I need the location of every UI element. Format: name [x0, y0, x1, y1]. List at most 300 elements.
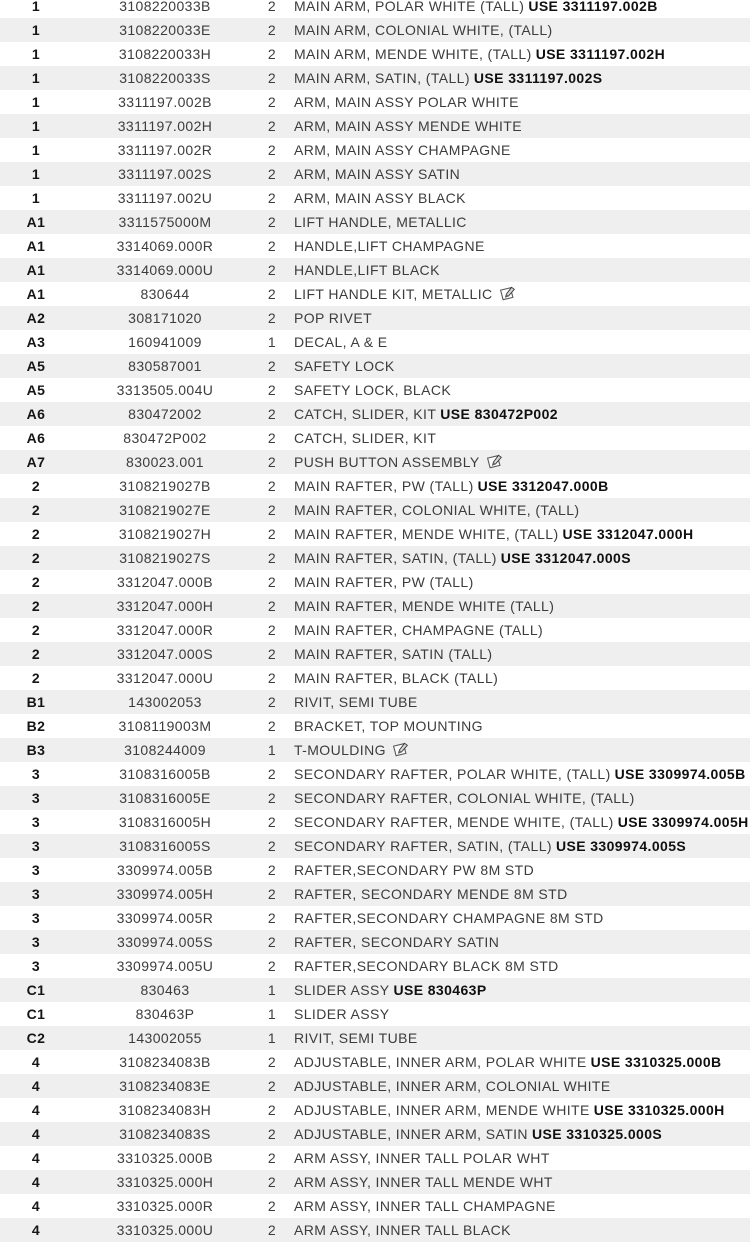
table-row	[0, 1050, 750, 1074]
item-ref-cell: 1	[31, 118, 41, 134]
description-cell	[286, 742, 750, 758]
description-text: DECAL, A & E	[294, 334, 388, 350]
part-number-cell: 143002055	[128, 1030, 202, 1046]
description-cell	[286, 118, 750, 134]
description-cell	[286, 1126, 750, 1142]
qty-cell: 2	[267, 1174, 277, 1190]
description-cell	[286, 958, 750, 974]
item-ref-cell: C1	[26, 1006, 46, 1022]
use-part-text: USE 3311197.002H	[535, 46, 666, 62]
item-ref-cell: 2	[31, 574, 41, 590]
part-number-cell: 160941009	[128, 334, 202, 350]
table-row	[0, 426, 750, 450]
table-row	[0, 282, 750, 306]
description-text: ARM, MAIN ASSY MENDE WHITE	[294, 118, 522, 134]
description-cell	[286, 166, 750, 182]
note-edit-icon[interactable]	[486, 454, 503, 470]
description-text: ARM, MAIN ASSY POLAR WHITE	[294, 94, 519, 110]
table-row	[0, 18, 750, 42]
part-number-cell: 3108220033H	[118, 46, 212, 62]
table-row	[0, 594, 750, 618]
use-part-text: USE 3310325.000H	[593, 1102, 725, 1118]
qty-cell: 2	[267, 1126, 277, 1142]
qty-cell: 2	[267, 94, 277, 110]
qty-cell: 2	[267, 694, 277, 710]
part-number-cell: 3108316005B	[119, 766, 211, 782]
description-cell	[286, 1102, 750, 1118]
description-text: HANDLE,LIFT CHAMPAGNE	[294, 238, 485, 254]
item-ref-cell: C2	[26, 1030, 46, 1046]
part-number-cell: 3311575000M	[118, 214, 212, 230]
use-part-text: USE 3312047.000S	[500, 550, 631, 566]
item-ref-cell: 4	[31, 1174, 41, 1190]
description-cell	[286, 646, 750, 662]
item-ref-cell: 3	[31, 958, 41, 974]
table-row	[0, 618, 750, 642]
part-number-cell: 3108219027E	[119, 502, 211, 518]
note-edit-icon[interactable]	[499, 286, 516, 302]
table-row	[0, 1170, 750, 1194]
description-cell	[286, 718, 750, 734]
description-text: MAIN ARM, SATIN, (TALL)	[294, 70, 470, 86]
qty-cell: 2	[267, 1102, 277, 1118]
part-number-cell: 3108219027H	[118, 526, 212, 542]
item-ref-cell: 2	[31, 670, 41, 686]
qty-cell: 2	[267, 0, 277, 14]
table-row	[0, 114, 750, 138]
description-cell	[286, 1198, 750, 1214]
description-text: ADJUSTABLE, INNER ARM, POLAR WHITE	[294, 1054, 587, 1070]
use-part-text: USE 3311197.002B	[528, 0, 658, 14]
description-cell	[286, 46, 750, 62]
use-part-text: USE 3310325.000B	[590, 1054, 722, 1070]
table-row	[0, 474, 750, 498]
table-row	[0, 0, 750, 18]
table-row	[0, 450, 750, 474]
item-ref-cell: B1	[26, 694, 46, 710]
description-text: MAIN RAFTER, SATIN (TALL)	[294, 646, 493, 662]
qty-cell: 2	[267, 574, 277, 590]
description-cell	[286, 1030, 750, 1046]
description-cell	[286, 550, 750, 566]
qty-cell: 1	[267, 742, 277, 758]
description-cell	[286, 526, 750, 542]
qty-cell: 2	[267, 22, 277, 38]
description-text: T-MOULDING	[294, 742, 386, 758]
description-text: MAIN RAFTER, MENDE WHITE (TALL)	[294, 598, 555, 614]
table-row	[0, 402, 750, 426]
part-number-cell: 3312047.000U	[116, 670, 214, 686]
qty-cell: 1	[267, 1006, 277, 1022]
description-text: LIFT HANDLE, METALLIC	[294, 214, 467, 230]
table-row	[0, 1002, 750, 1026]
table-row	[0, 66, 750, 90]
part-number-cell: 3108244009	[124, 742, 206, 758]
description-text: ARM ASSY, INNER TALL BLACK	[294, 1222, 511, 1238]
item-ref-cell: A1	[26, 262, 46, 278]
part-number-cell: 3309974.005R	[116, 910, 214, 926]
part-number-cell: 3314069.000U	[116, 262, 214, 278]
qty-cell: 2	[267, 430, 277, 446]
description-cell	[286, 982, 750, 998]
qty-cell: 2	[267, 478, 277, 494]
part-number-cell: 3309974.005U	[116, 958, 214, 974]
use-part-text: USE 3309974.005S	[555, 838, 687, 854]
item-ref-cell: 2	[31, 622, 41, 638]
qty-cell: 2	[267, 934, 277, 950]
item-ref-cell: A1	[26, 214, 46, 230]
item-ref-cell: 3	[31, 838, 41, 854]
part-number-cell: 3108316005S	[119, 838, 211, 854]
item-ref-cell: A6	[26, 406, 46, 422]
description-text: MAIN RAFTER, BLACK (TALL)	[294, 670, 499, 686]
description-text: ARM, MAIN ASSY CHAMPAGNE	[294, 142, 511, 158]
description-cell	[286, 622, 750, 638]
qty-cell: 2	[267, 142, 277, 158]
qty-cell: 2	[267, 718, 277, 734]
part-number-cell: 3312047.000H	[116, 598, 214, 614]
table-row	[0, 210, 750, 234]
description-text: MAIN RAFTER, SATIN, (TALL)	[294, 550, 497, 566]
table-row	[0, 1194, 750, 1218]
part-number-cell: 3311197.002H	[117, 118, 213, 134]
table-row	[0, 882, 750, 906]
table-row	[0, 1122, 750, 1146]
description-text: SECONDARY RAFTER, MENDE WHITE, (TALL)	[294, 814, 614, 830]
table-row	[0, 738, 750, 762]
qty-cell: 2	[267, 958, 277, 974]
part-number-cell: 143002053	[128, 694, 202, 710]
use-part-text: USE 3310325.000S	[531, 1126, 663, 1142]
table-row	[0, 330, 750, 354]
table-row	[0, 1098, 750, 1122]
description-cell	[286, 94, 750, 110]
description-cell	[286, 430, 750, 446]
description-text: ARM ASSY, INNER TALL MENDE WHT	[294, 1174, 553, 1190]
qty-cell: 2	[267, 382, 277, 398]
qty-cell: 2	[267, 406, 277, 422]
qty-cell: 2	[267, 262, 277, 278]
part-number-cell: 830023.001	[126, 454, 204, 470]
description-text: RAFTER, SECONDARY MENDE 8M STD	[294, 886, 568, 902]
description-cell	[286, 670, 750, 686]
item-ref-cell: 2	[31, 598, 41, 614]
table-row	[0, 906, 750, 930]
part-number-cell: 308171020	[128, 310, 202, 326]
qty-cell: 2	[267, 190, 277, 206]
part-number-cell: 3108119003M	[118, 718, 212, 734]
table-row	[0, 498, 750, 522]
description-text: ARM ASSY, INNER TALL CHAMPAGNE	[294, 1198, 556, 1214]
qty-cell: 2	[267, 46, 277, 62]
item-ref-cell: 2	[31, 526, 41, 542]
description-text: ADJUSTABLE, INNER ARM, COLONIAL WHITE	[294, 1078, 611, 1094]
table-row	[0, 954, 750, 978]
qty-cell: 2	[267, 1054, 277, 1070]
description-cell	[286, 838, 750, 854]
part-number-cell: 3312047.000S	[117, 646, 213, 662]
item-ref-cell: 2	[31, 550, 41, 566]
description-cell	[286, 910, 750, 926]
item-ref-cell: C1	[26, 982, 46, 998]
part-number-cell: 3108316005H	[118, 814, 212, 830]
part-number-cell: 3108316005E	[119, 790, 211, 806]
description-text: CATCH, SLIDER, KIT	[294, 430, 437, 446]
part-number-cell: 3108234083S	[119, 1126, 211, 1142]
table-row	[0, 834, 750, 858]
description-cell	[286, 478, 750, 494]
qty-cell: 2	[267, 670, 277, 686]
qty-cell: 1	[267, 334, 277, 350]
qty-cell: 2	[267, 598, 277, 614]
qty-cell: 2	[267, 838, 277, 854]
qty-cell: 2	[267, 766, 277, 782]
item-ref-cell: 4	[31, 1102, 41, 1118]
table-row	[0, 930, 750, 954]
item-ref-cell: A3	[26, 334, 46, 350]
description-text: MAIN ARM, POLAR WHITE (TALL)	[294, 0, 525, 14]
description-text: ARM, MAIN ASSY BLACK	[294, 190, 466, 206]
part-number-cell: 3309974.005B	[117, 862, 213, 878]
item-ref-cell: 1	[31, 70, 41, 86]
part-number-cell: 830463	[140, 982, 190, 998]
item-ref-cell: A1	[26, 238, 46, 254]
part-number-cell: 3108220033S	[119, 70, 211, 86]
table-row	[0, 42, 750, 66]
part-number-cell: 3310325.000B	[117, 1150, 213, 1166]
qty-cell: 2	[267, 1150, 277, 1166]
table-row	[0, 570, 750, 594]
table-row	[0, 378, 750, 402]
description-cell	[286, 454, 750, 470]
item-ref-cell: 2	[31, 646, 41, 662]
part-number-cell: 3313505.004U	[116, 382, 214, 398]
part-number-cell: 830472002	[128, 406, 202, 422]
qty-cell: 2	[267, 1198, 277, 1214]
description-cell	[286, 814, 750, 830]
item-ref-cell: 3	[31, 886, 41, 902]
part-number-cell: 830463P	[135, 1006, 195, 1022]
description-cell	[286, 1222, 750, 1238]
description-cell	[286, 190, 750, 206]
description-text: HANDLE,LIFT BLACK	[294, 262, 440, 278]
description-text: SECONDARY RAFTER, COLONIAL WHITE, (TALL)	[294, 790, 635, 806]
table-row	[0, 1026, 750, 1050]
description-cell	[286, 382, 750, 398]
part-number-cell: 3108220033E	[119, 22, 211, 38]
table-row	[0, 858, 750, 882]
description-cell	[286, 886, 750, 902]
description-cell	[286, 310, 750, 326]
part-number-cell: 3311197.002S	[118, 166, 212, 182]
qty-cell: 2	[267, 70, 277, 86]
use-part-text: USE 3311197.002S	[473, 70, 603, 86]
use-part-text: USE 830472P002	[440, 406, 558, 422]
table-row	[0, 90, 750, 114]
description-cell	[286, 790, 750, 806]
item-ref-cell: 3	[31, 862, 41, 878]
part-number-cell: 3310325.000R	[116, 1198, 214, 1214]
description-text: SAFETY LOCK	[294, 358, 395, 374]
description-cell	[286, 502, 750, 518]
description-text: MAIN RAFTER, PW (TALL)	[294, 478, 474, 494]
description-cell	[286, 286, 750, 302]
item-ref-cell: 4	[31, 1054, 41, 1070]
part-number-cell: 3312047.000R	[116, 622, 214, 638]
table-row	[0, 186, 750, 210]
item-ref-cell: 1	[31, 166, 41, 182]
note-edit-icon[interactable]	[392, 742, 409, 758]
description-text: PUSH BUTTON ASSEMBLY	[294, 454, 480, 470]
item-ref-cell: 1	[31, 190, 41, 206]
part-number-cell: 3314069.000R	[116, 238, 214, 254]
qty-cell: 2	[267, 214, 277, 230]
description-cell	[286, 0, 750, 14]
table-row	[0, 810, 750, 834]
description-text: MAIN RAFTER, PW (TALL)	[294, 574, 474, 590]
part-number-cell: 3108234083B	[119, 1054, 211, 1070]
description-text: POP RIVET	[294, 310, 373, 326]
qty-cell: 2	[267, 118, 277, 134]
item-ref-cell: A5	[26, 382, 46, 398]
qty-cell: 2	[267, 1078, 277, 1094]
qty-cell: 2	[267, 286, 277, 302]
description-cell	[286, 22, 750, 38]
description-cell	[286, 1078, 750, 1094]
item-ref-cell: 1	[31, 94, 41, 110]
item-ref-cell: 4	[31, 1078, 41, 1094]
item-ref-cell: 2	[31, 478, 41, 494]
qty-cell: 2	[267, 166, 277, 182]
description-text: MAIN RAFTER, COLONIAL WHITE, (TALL)	[294, 502, 580, 518]
qty-cell: 2	[267, 646, 277, 662]
part-number-cell: 3108220033B	[119, 0, 211, 14]
table-row	[0, 714, 750, 738]
description-cell	[286, 1054, 750, 1070]
description-cell	[286, 694, 750, 710]
description-text: SLIDER ASSY	[294, 982, 390, 998]
item-ref-cell: B3	[26, 742, 46, 758]
description-text: RAFTER,SECONDARY BLACK 8M STD	[294, 958, 559, 974]
description-cell	[286, 142, 750, 158]
description-text: RIVIT, SEMI TUBE	[294, 1030, 418, 1046]
qty-cell: 2	[267, 1222, 277, 1238]
description-text: RAFTER,SECONDARY CHAMPAGNE 8M STD	[294, 910, 604, 926]
item-ref-cell: 3	[31, 910, 41, 926]
part-number-cell: 3108219027S	[119, 550, 211, 566]
part-number-cell: 3108219027B	[119, 478, 211, 494]
description-text: CATCH, SLIDER, KIT	[294, 406, 437, 422]
part-number-cell: 3311197.002U	[117, 190, 213, 206]
qty-cell: 1	[267, 1030, 277, 1046]
table-row	[0, 306, 750, 330]
table-row	[0, 690, 750, 714]
item-ref-cell: 3	[31, 790, 41, 806]
qty-cell: 2	[267, 790, 277, 806]
description-text: BRACKET, TOP MOUNTING	[294, 718, 483, 734]
description-text: MAIN RAFTER, MENDE WHITE, (TALL)	[294, 526, 559, 542]
use-part-text: USE 3309974.005H	[617, 814, 749, 830]
use-part-text: USE 3312047.000H	[562, 526, 694, 542]
item-ref-cell: 1	[31, 142, 41, 158]
part-number-cell: 3310325.000U	[116, 1222, 214, 1238]
description-cell	[286, 238, 750, 254]
item-ref-cell: 3	[31, 814, 41, 830]
item-ref-cell: 1	[31, 46, 41, 62]
table-row	[0, 354, 750, 378]
table-row	[0, 162, 750, 186]
item-ref-cell: B2	[26, 718, 46, 734]
description-cell	[286, 1006, 750, 1022]
part-number-cell: 3311197.002B	[118, 94, 212, 110]
description-cell	[286, 598, 750, 614]
qty-cell: 2	[267, 358, 277, 374]
item-ref-cell: 2	[31, 502, 41, 518]
description-cell	[286, 406, 750, 422]
description-cell	[286, 862, 750, 878]
qty-cell: 2	[267, 454, 277, 470]
description-text: ARM, MAIN ASSY SATIN	[294, 166, 461, 182]
table-row	[0, 786, 750, 810]
description-text: MAIN ARM, COLONIAL WHITE, (TALL)	[294, 22, 553, 38]
qty-cell: 2	[267, 550, 277, 566]
qty-cell: 2	[267, 622, 277, 638]
description-cell	[286, 766, 750, 782]
item-ref-cell: A2	[26, 310, 46, 326]
qty-cell: 2	[267, 862, 277, 878]
item-ref-cell: 3	[31, 766, 41, 782]
use-part-text: USE 830463P	[393, 982, 487, 998]
qty-cell: 2	[267, 814, 277, 830]
table-row	[0, 546, 750, 570]
description-text: MAIN ARM, MENDE WHITE, (TALL)	[294, 46, 532, 62]
table-row	[0, 138, 750, 162]
description-cell	[286, 574, 750, 590]
description-cell	[286, 70, 750, 86]
description-cell	[286, 934, 750, 950]
item-ref-cell: 4	[31, 1126, 41, 1142]
table-row	[0, 234, 750, 258]
description-text: LIFT HANDLE KIT, METALLIC	[294, 286, 493, 302]
description-text: ADJUSTABLE, INNER ARM, SATIN	[294, 1126, 528, 1142]
table-row	[0, 522, 750, 546]
qty-cell: 2	[267, 526, 277, 542]
description-text: RAFTER,SECONDARY PW 8M STD	[294, 862, 535, 878]
description-cell	[286, 358, 750, 374]
table-row	[0, 978, 750, 1002]
item-ref-cell: A7	[26, 454, 46, 470]
part-number-cell: 3311197.002R	[117, 142, 213, 158]
use-part-text: USE 3312047.000B	[477, 478, 609, 494]
item-ref-cell: 1	[31, 22, 41, 38]
item-ref-cell: A5	[26, 358, 46, 374]
description-text: RIVIT, SEMI TUBE	[294, 694, 418, 710]
table-row	[0, 642, 750, 666]
part-number-cell: 3309974.005S	[117, 934, 213, 950]
item-ref-cell: 4	[31, 1198, 41, 1214]
description-text: SLIDER ASSY	[294, 1006, 390, 1022]
item-ref-cell: A1	[26, 286, 46, 302]
qty-cell: 1	[267, 982, 277, 998]
part-number-cell: 3310325.000H	[116, 1174, 214, 1190]
part-number-cell: 3309974.005H	[116, 886, 214, 902]
description-text: SAFETY LOCK, BLACK	[294, 382, 452, 398]
table-row	[0, 666, 750, 690]
description-cell	[286, 214, 750, 230]
part-number-cell: 3312047.000B	[117, 574, 213, 590]
table-row	[0, 258, 750, 282]
part-number-cell: 830587001	[128, 358, 202, 374]
